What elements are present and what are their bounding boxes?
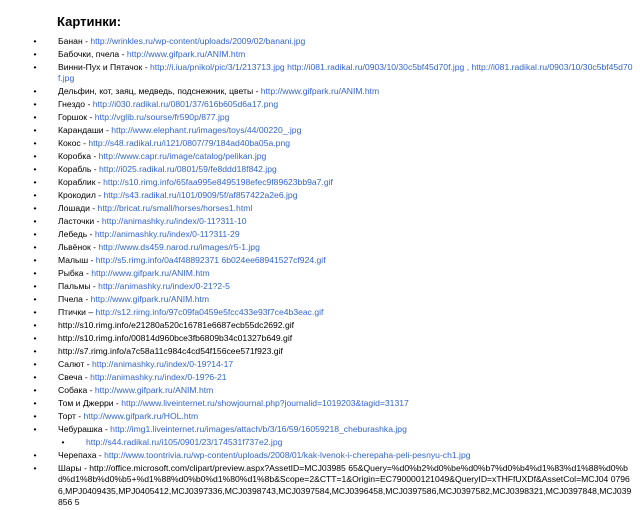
item-label: Пчела - — [58, 294, 91, 305]
item-label: Ласточки - — [58, 216, 102, 227]
item-link[interactable]: http://s43.radikal.ru/i101/0909/5f/af857422a2e6.jpg — [103, 190, 298, 201]
item-url-text: http://s7.rimg.info/a7c58a11c984c4cd54f156cee571f923.gif — [58, 346, 283, 357]
list-item — [30, 424, 634, 435]
item-link[interactable]: http://wrinkles.ru/wp-content/uploads/2009/02/banani.jpg — [90, 36, 306, 46]
item-label: Пальмы - — [58, 281, 99, 292]
list-item — [30, 320, 634, 331]
item-link[interactable]: http://s5.rimg.info/0a4f48892371 6b024ee68941527cf924.gif — [95, 255, 326, 266]
list-item — [30, 216, 634, 227]
bullet-icon: • — [33, 36, 37, 46]
item-label: Лошади - — [58, 203, 98, 214]
item-label: Птички – — [58, 307, 96, 318]
item-label: Карандаши - — [58, 125, 112, 136]
item-label: Гнездо - — [58, 99, 93, 110]
bullet-icon: • — [33, 99, 37, 110]
image-source-list — [30, 36, 634, 510]
list-item — [30, 359, 634, 370]
item-label: Львёнок - — [58, 242, 99, 253]
item-link[interactable]: http://www.toontrivia.ru/wp-content/uploads/2008/01/kak-lvenok-i-cherepaha-peli-pesnyu-ch1.jpg — [104, 450, 471, 461]
bullet-icon: • — [33, 450, 37, 461]
bullet-icon: • — [33, 268, 37, 279]
item-link[interactable]: http://www.gifpark.ru/ANIM.htm — [94, 385, 214, 396]
item-url-text: http://s10.rimg.info/e21280a520c16781e6687ecb55dc2692.gif — [58, 320, 295, 331]
bullet-icon: • — [33, 190, 37, 201]
item-url-text: http://s10.rimg.info/00814d960bce3fb6809b34c01327b649.gif — [58, 333, 293, 344]
item-label: Дельфин, кот, заяц, медведь, подснежник, цветы - — [58, 86, 261, 97]
bullet-icon: • — [33, 320, 37, 331]
item-link[interactable]: http://i030.radikal.ru/0801/37/616b605d6a17.png — [92, 99, 279, 110]
bullet-icon: • — [33, 49, 37, 59]
item-label: Кораблик - — [58, 177, 104, 188]
item-link[interactable]: http://i025.radikal.ru/0801/59/fe8ddd18f842.jpg — [99, 164, 277, 175]
item-link[interactable]: http://animashky.ru/index/0-11?311-10 — [101, 216, 247, 227]
bullet-icon: • — [33, 151, 37, 162]
list-item — [30, 229, 634, 240]
list-item — [30, 242, 634, 253]
item-link[interactable]: http://s12.rimg.info/97c09fa0459e5fcc433e93f7ce4b3eac.gif — [95, 307, 324, 318]
bullet-icon: • — [33, 294, 37, 305]
list-item — [30, 125, 634, 136]
list-item — [30, 450, 634, 461]
item-link[interactable]: http://animashky.ru/index/0-19?14-17 — [91, 359, 234, 370]
list-item — [30, 62, 634, 84]
list-item — [30, 190, 634, 201]
bullet-icon: • — [33, 385, 37, 396]
bullet-icon: • — [33, 359, 37, 370]
item-label: Чебурашка - — [58, 424, 111, 435]
item-label: Рыбка - — [58, 268, 92, 279]
item-link[interactable]: http://www.gifpark.ru/ANIM.htm — [126, 49, 246, 59]
item-link[interactable]: http://s48.radikal.ru/i121/0807/79/184ad40ba05a.png — [88, 138, 290, 149]
item-link[interactable]: http://s10.rimg.info/65faa995e8495198efec9f89623bb9a7.gif — [103, 177, 333, 188]
item-link[interactable]: http://www.liveinternet.ru/showjournal.php?journalid=1019203&tagid=31317 — [121, 398, 409, 409]
bullet-icon: • — [33, 307, 37, 318]
item-label: Бабочки, пчела - — [58, 49, 127, 59]
item-link[interactable]: http://www.gifpark.ru/ANIM.htm — [90, 294, 210, 305]
item-label: Горшок - — [58, 112, 95, 123]
item-label: Корабль - — [58, 164, 100, 175]
bullet-icon: • — [33, 372, 37, 383]
item-label: Свеча - — [58, 372, 91, 383]
item-label: Салют - — [58, 359, 92, 370]
bullet-icon: • — [33, 177, 37, 188]
bullet-icon: • — [33, 281, 37, 292]
item-label: Малыш - — [58, 255, 96, 266]
bullet-icon: • — [33, 398, 37, 409]
bullet-icon: • — [33, 62, 37, 72]
bullet-icon: • — [33, 411, 37, 422]
list-item — [30, 177, 634, 188]
bullet-icon: • — [33, 255, 37, 266]
item-label: Черепаха - — [58, 450, 105, 461]
list-item — [30, 463, 634, 508]
bullet-icon: • — [33, 203, 37, 214]
bullet-icon: • — [33, 86, 37, 97]
list-item — [30, 372, 634, 383]
list-item — [30, 99, 634, 110]
list-item — [30, 86, 634, 97]
bullet-icon: • — [33, 125, 37, 136]
list-item — [30, 385, 634, 396]
page-title: Картинки: — [57, 14, 122, 29]
item-link[interactable]: http://www.ds459.narod.ru/images/r5-1.jpg — [98, 242, 260, 253]
item-link[interactable]: http://animashky.ru/index/0-11?311-29 — [94, 229, 240, 240]
list-item — [30, 164, 634, 175]
list-item — [30, 333, 634, 344]
item-url-text: http://office.microsoft.com/clipart/preview.aspx?AssetID=MCJ03985 65&Query=%d0%b2%d0%be%d0%b7%d0%b4%d1%83%d1%88%d0%bd%d1%8b%d0%b5+%d1%88%d0%b0%d1%80%d1%8b&Scope=2&CTT=1&Origin=EC790000121049&QueryID=xTHFfUXDf&AssetCol=MCJ04 07966,MPJ0409435,MPJ0405412,MCJ0397336,MCJ0398743,MCJ0397584,MCJ0396458,MCJ0397586,MCJ0397582,MCJ0398321,MCJ0397848,MCJ039856 5 — [58, 463, 632, 507]
bullet-icon: • — [33, 112, 37, 123]
item-label: Собака - — [58, 385, 95, 396]
item-link[interactable]: http://i.iua/pnikol/pic/3/1/213713.jpg http://i081.radikal.ru/0903/10/30c5bf45d70f.jpg , http://i081.radikal.ru/0903/10/30c5bf45d70f.jpg — [58, 62, 633, 84]
list-item — [30, 398, 634, 409]
item-label: Крокодил - — [58, 190, 104, 201]
item-label: Торт - — [58, 411, 84, 422]
item-label: Том и Джерри - — [58, 398, 122, 409]
item-link[interactable]: http://img1.liveinternet.ru/images/attach/b/3/16/59/16059218_cheburashka.jpg — [110, 424, 407, 435]
list-item — [30, 411, 634, 422]
item-label: Коробка - — [58, 151, 99, 162]
bullet-icon: • — [33, 242, 37, 253]
item-label: Кокос - — [58, 138, 89, 149]
list-item — [30, 49, 634, 60]
list-item — [30, 307, 634, 318]
list-item — [30, 112, 634, 123]
list-item — [30, 281, 634, 292]
item-label: Лебедь - — [58, 229, 95, 240]
list-item — [30, 294, 634, 305]
bullet-icon: • — [33, 346, 37, 357]
list-item — [30, 255, 634, 266]
bullet-icon: • — [33, 424, 37, 435]
item-link[interactable]: http://www.gifpark.ru/HOL.htm — [83, 411, 199, 422]
list-item — [30, 203, 634, 214]
item-link[interactable]: http://animashky.ru/index/0-21?2-5 — [98, 281, 230, 292]
item-link[interactable]: http://animashky.ru/index/0-19?6-21 — [90, 372, 227, 383]
bullet-icon: • — [33, 216, 37, 227]
list-item — [30, 151, 634, 162]
item-link[interactable]: http://vglib.ru/sourse/fr590p/877.jpg — [94, 112, 230, 123]
item-label: Винни-Пух и Пятачок - — [58, 62, 150, 72]
bullet-icon: • — [61, 437, 65, 448]
item-label: Банан - — [58, 36, 91, 46]
item-link[interactable]: http://www.elephant.ru/images/toys/44/00220_.jpg — [111, 125, 302, 136]
bullet-icon: • — [33, 138, 37, 149]
bullet-icon: • — [33, 229, 37, 240]
bullet-icon: • — [33, 463, 37, 474]
item-link[interactable]: http://www.gifpark.ru/ANIM.htm — [91, 268, 210, 279]
list-item — [30, 268, 634, 279]
item-link[interactable]: http://www.gifpark.ru/ANIM.htm — [260, 86, 380, 97]
list-item — [30, 437, 634, 448]
bullet-icon: • — [33, 164, 37, 175]
list-item — [30, 36, 634, 47]
item-link[interactable]: http://bricat.ru/small/horses/horses1.html — [97, 203, 253, 214]
item-link[interactable]: http://s44.radikal.ru/i105/0901/23/174531f737e2.jpg — [86, 437, 283, 448]
item-link[interactable]: http://www.capr.ru/image/catalog/pelikan.jpg — [98, 151, 267, 162]
item-label: Шары - — [58, 463, 90, 474]
list-item — [30, 138, 634, 149]
list-item — [30, 346, 634, 357]
bullet-icon: • — [33, 333, 37, 344]
